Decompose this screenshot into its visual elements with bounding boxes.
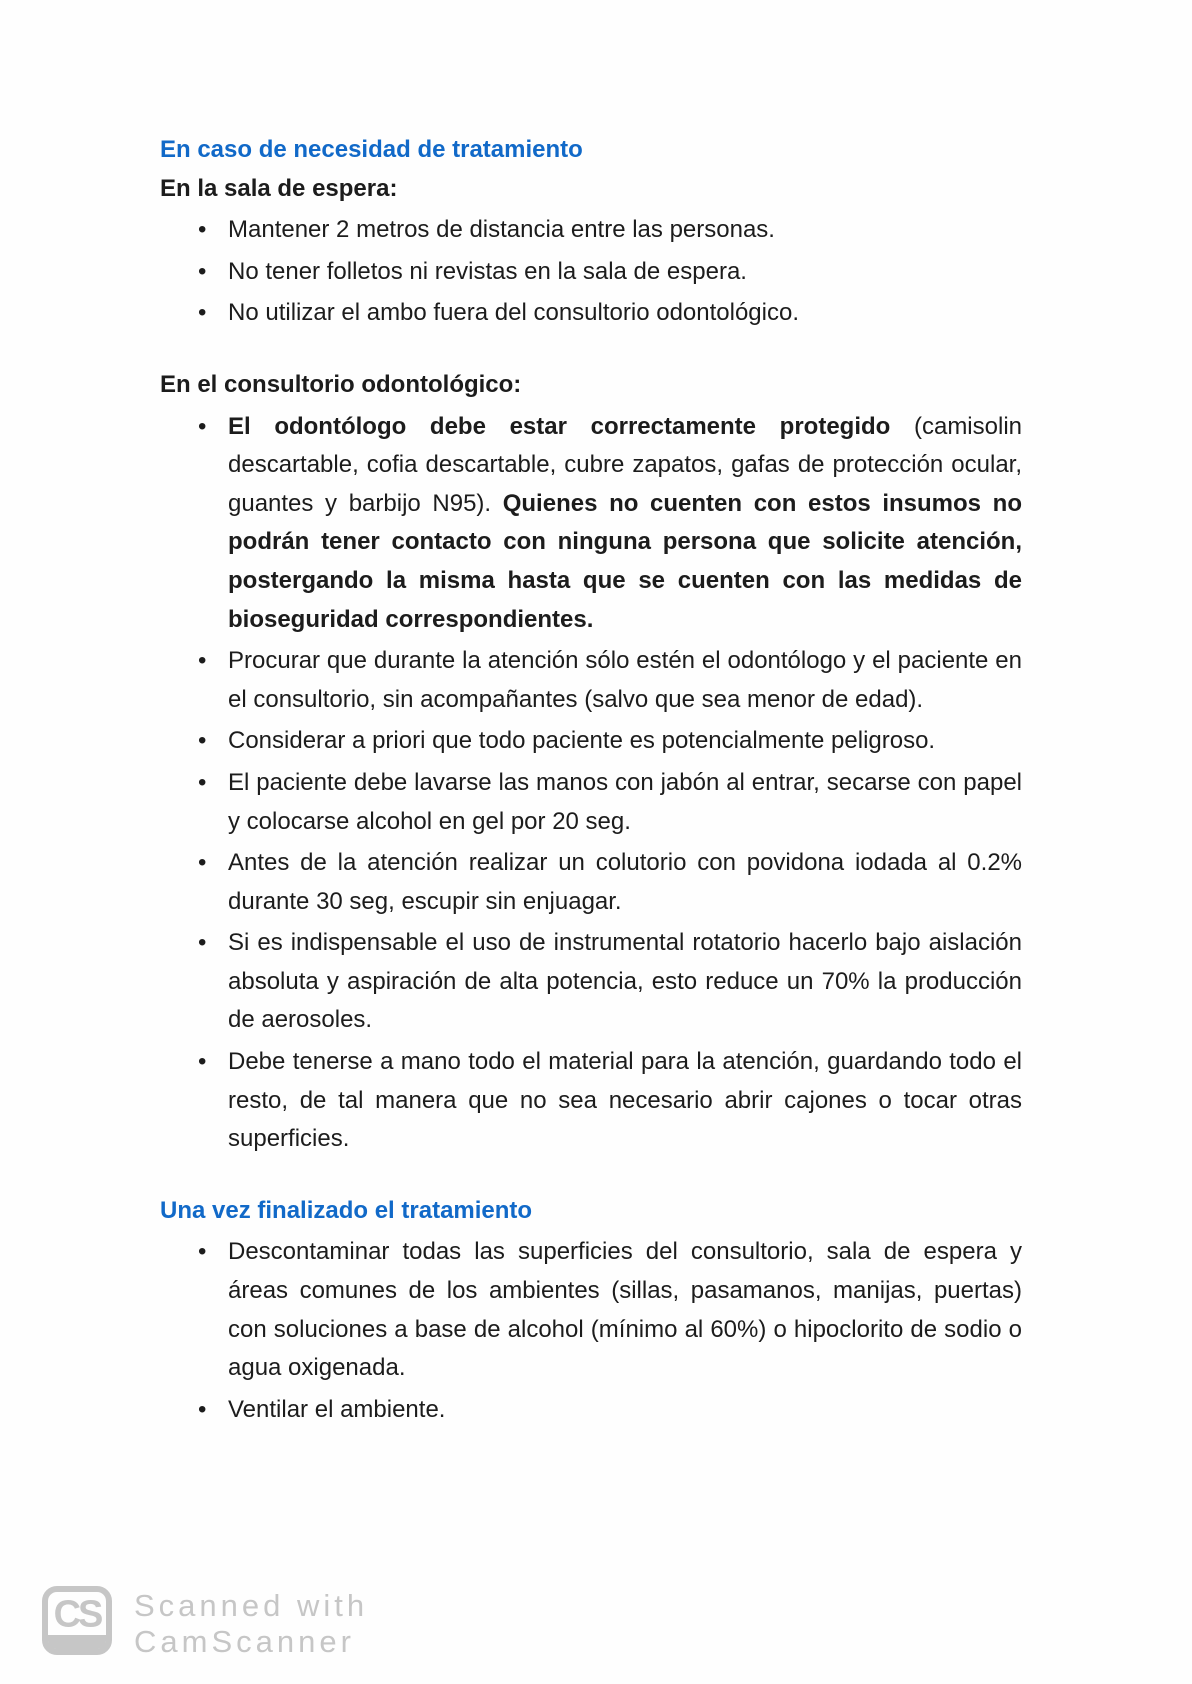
camscanner-caption-line2: CamScanner: [134, 1624, 355, 1659]
camscanner-logo-bar: [48, 1635, 106, 1649]
bullet-item: [160, 294, 1022, 333]
text-segment: Mantener 2 metros de distancia entre las personas.: [228, 216, 775, 244]
bullet-item: [160, 1043, 1022, 1159]
text-segment: Considerar a priori que todo paciente es potencialmente peligroso.: [228, 727, 936, 755]
bullet-item: [160, 924, 1022, 1040]
bullet-list: [160, 408, 1022, 1159]
bold-text-segment: El odontólogo debe estar correctamente protegido: [228, 412, 891, 440]
bold-text-segment: Quienes no cuenten con estos insumos no podrán tener contacto con ninguna persona que solicite atención, postergando la misma hasta que se cuenten con las medidas de bioseguridad correspondientes.: [228, 489, 1022, 633]
text-segment: No tener folletos ni revistas en la sala de espera.: [228, 257, 747, 285]
bullet-item: [160, 722, 1022, 761]
text-segment: Procurar que durante la atención sólo estén el odontólogo y el paciente en el consultorio, sin acompañantes (salvo que sea menor de edad).: [228, 647, 1022, 713]
camscanner-logo-text: CS: [53, 1593, 101, 1636]
text-segment: Debe tenerse a mano todo el material para la atención, guardando todo el resto, de tal manera que no sea necesario abrir cajones o tocar otras superficies.: [228, 1048, 1022, 1153]
section-title-finalizado-tratamiento: Una vez finalizado el tratamiento: [160, 1196, 533, 1224]
bullet-list: [160, 1233, 1022, 1429]
camscanner-caption: [134, 1588, 368, 1660]
bullet-item: [160, 408, 1022, 640]
section-title-necesidad-tratamiento: En caso de necesidad de tratamiento: [160, 136, 583, 163]
camscanner-watermark: [42, 1586, 368, 1660]
text-segment: No utilizar el ambo fuera del consultorio odontológico.: [228, 299, 799, 327]
camscanner-logo-icon: [42, 1586, 112, 1655]
bullet-list: [160, 211, 1022, 333]
document-content: [160, 131, 1022, 1432]
bullet-item: [160, 844, 1022, 921]
bullet-item: [160, 764, 1022, 841]
text-segment: Si es indispensable el uso de instrumental rotatorio hacerlo bajo aislación absoluta y aspiración de alta potencia, esto reduce un 70% la producción de aerosoles.: [228, 929, 1022, 1034]
subheading-consultorio-odontologico: En el consultorio odontológico:: [160, 370, 522, 398]
text-segment: Antes de la atención realizar un colutorio con povidona iodada al 0.2% durante 30 seg, escupir sin enjuagar.: [228, 849, 1022, 915]
bullet-item: [160, 253, 1022, 292]
subheading-sala-de-espera: En la sala de espera:: [160, 174, 398, 202]
bullet-item: [160, 1391, 1022, 1430]
text-segment: Descontaminar todas las superficies del consultorio, sala de espera y áreas comunes de los ambientes (sillas, pasamanos, manijas, puertas) con soluciones a base de alcohol (mínimo al 60%) o hipoclorito de sodio o agua oxigenada.: [228, 1238, 1022, 1382]
bullet-item: [160, 211, 1022, 250]
camscanner-caption-line1: Scanned with: [134, 1588, 369, 1623]
text-segment: El paciente debe lavarse las manos con jabón al entrar, secarse con papel y colocarse alcohol en gel por 20 seg.: [228, 768, 1022, 835]
bullet-item: [160, 1233, 1022, 1387]
bullet-item: [160, 642, 1022, 719]
text-segment: Ventilar el ambiente.: [228, 1395, 446, 1423]
text-segment: (camisolin descartable, cofia descartable, cubre zapatos, gafas de protección ocular, guantes y barbijo N95).: [228, 412, 1023, 517]
